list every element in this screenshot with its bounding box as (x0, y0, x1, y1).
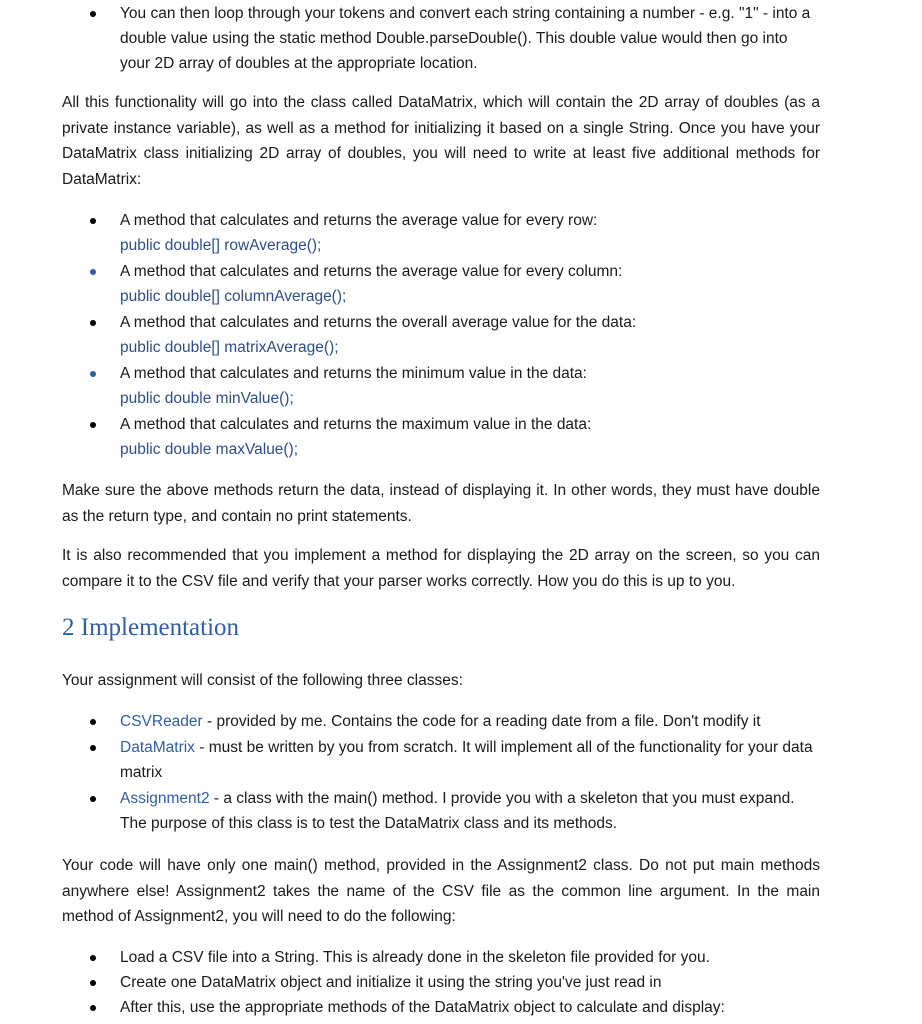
method-desc: A method that calculates and returns the minimum value in the data: (120, 365, 587, 382)
top-bullet-list (0, 1, 820, 76)
step-text: Create one DataMatrix object and initialize it using the string you've just read in (120, 974, 662, 991)
bullet-icon (90, 719, 96, 725)
class-desc: - a class with the main() method. I provide you with a skeleton that you must expand. The purpose of this class is to test the DataMatrix class and its methods. (120, 790, 795, 832)
list-item (0, 1, 820, 76)
classes-list (0, 709, 820, 836)
bullet-icon (90, 269, 96, 275)
method-signature: public double minValue(); (120, 390, 294, 407)
paragraph-display-method: It is also recommended that you implement a method for displaying the 2D array on the screen, so you can compare it to the CSV file and verify that your parser works correctly. How you do this is up to you. (62, 547, 820, 590)
class-desc: - provided by me. Contains the code for a reading date from a file. Don't modify it (202, 713, 761, 730)
paragraph-return-types: Make sure the above methods return the data, instead of displaying it. In other words, they must have double as the return type, and contain no print statements. (62, 482, 820, 525)
bullet-icon (90, 1005, 96, 1011)
methods-list (0, 208, 820, 462)
class-name: CSVReader (120, 713, 203, 730)
list-item (0, 735, 820, 785)
bullet-icon (90, 745, 96, 751)
list-item (0, 208, 820, 258)
list-item (0, 709, 820, 734)
bullet-icon (90, 422, 96, 428)
list-item (0, 786, 820, 836)
class-name: DataMatrix (120, 739, 195, 756)
step-text: Load a CSV file into a String. This is already done in the skeleton file provided for you. (120, 949, 710, 966)
list-item (0, 259, 820, 309)
method-desc: A method that calculates and returns the maximum value in the data: (120, 416, 592, 433)
method-signature: public double[] matrixAverage(); (120, 339, 339, 356)
bullet-icon (90, 371, 96, 377)
bullet-icon (90, 796, 96, 802)
list-item (0, 995, 820, 1020)
method-desc: A method that calculates and returns the overall average value for the data: (120, 314, 637, 331)
class-desc: - must be written by you from scratch. It will implement all of the functionality for your data matrix (120, 739, 813, 781)
paragraph-datamatrix: All this functionality will go into the class called DataMatrix, which will contain the 2D array of doubles (as a private instance variable), as well as a method for initializing it based on a single String. Once you have your DataMatrix class initializing 2D array of doubles, you will need to write at least five additional methods for DataMatrix: (62, 94, 820, 188)
method-desc: A method that calculates and returns the average value for every column: (120, 263, 623, 280)
bullet-icon (90, 320, 96, 326)
list-item (0, 310, 820, 360)
method-signature: public double maxValue(); (120, 441, 299, 458)
bullet-icon (90, 11, 96, 17)
list-item (0, 361, 820, 411)
bullet-icon (90, 980, 96, 986)
section-heading: 2 Implementation (62, 614, 240, 641)
top-bullet-text: You can then loop through your tokens and convert each string containing a number - e.g. "1" - into a double value using the static method Double.parseDouble(). This double value would then go into your 2D array of doubles at the appropriate location. (120, 5, 811, 72)
steps-list (0, 945, 820, 1020)
class-name: Assignment2 (120, 790, 210, 807)
paragraph-classes-intro: Your assignment will consist of the following three classes: (62, 672, 463, 689)
bullet-icon (90, 218, 96, 224)
step-text: After this, use the appropriate methods of the DataMatrix object to calculate and display: (120, 999, 725, 1016)
bullet-icon (90, 955, 96, 961)
list-item (0, 945, 820, 970)
method-signature: public double[] columnAverage(); (120, 288, 347, 305)
list-item (0, 412, 820, 462)
method-desc: A method that calculates and returns the average value for every row: (120, 212, 598, 229)
method-signature: public double[] rowAverage(); (120, 237, 322, 254)
list-item (0, 970, 820, 995)
paragraph-main-method: Your code will have only one main() method, provided in the Assignment2 class. Do not put main methods anywhere else! Assignment2 takes the name of the CSV file as the common line argument. In the main method of Assignment2, you will need to do the following: (62, 857, 820, 925)
